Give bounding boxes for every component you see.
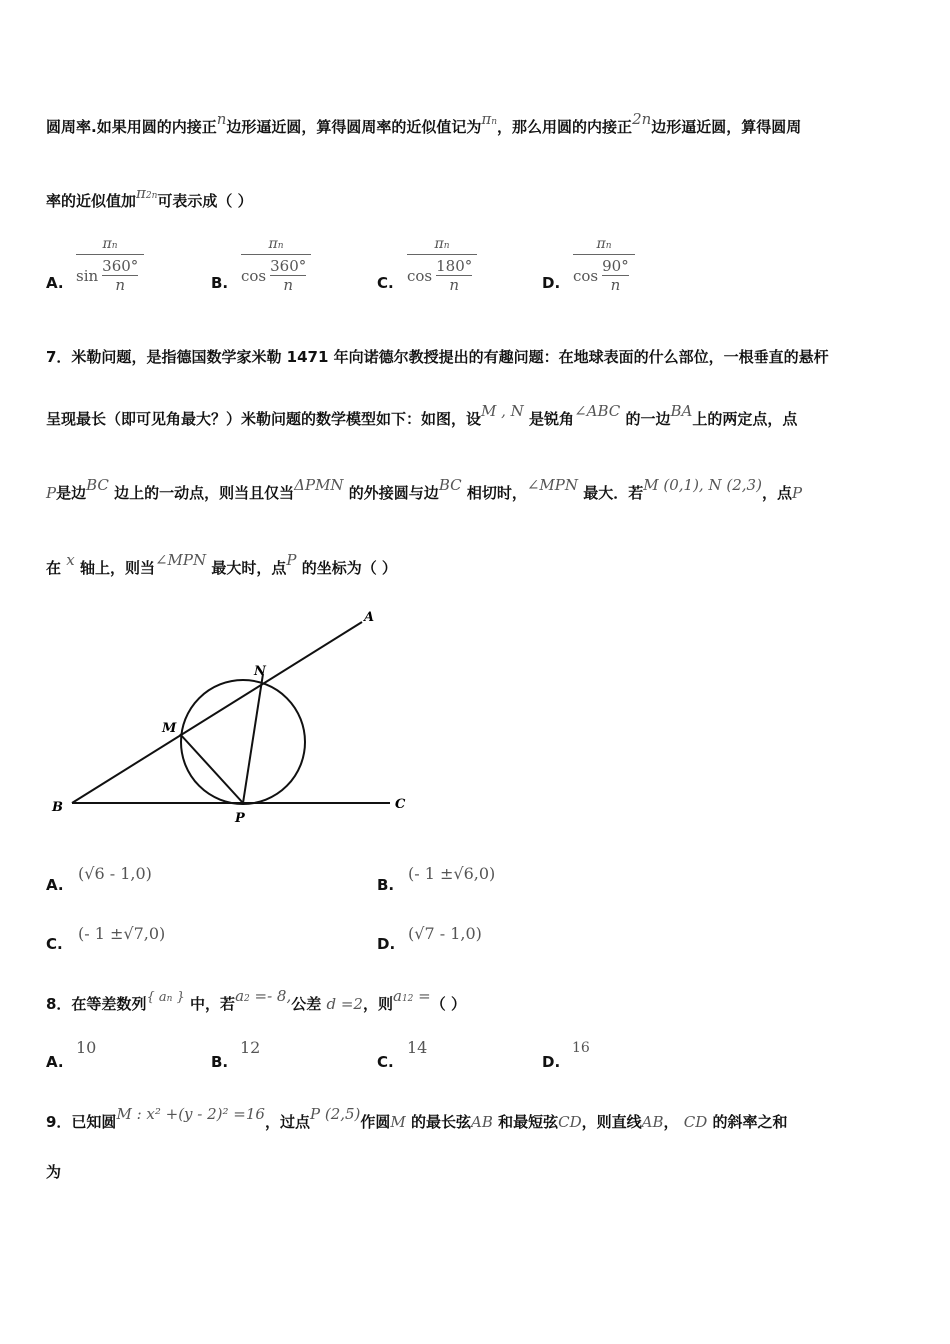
q6-option-c-label[interactable]: C. <box>377 274 394 292</box>
q8-option-c-label[interactable]: C. <box>377 1053 394 1071</box>
circumcircle <box>181 680 305 804</box>
q8-option-a-value: 10 <box>76 1038 97 1057</box>
q7-option-b-label[interactable]: B. <box>377 876 395 894</box>
label-p: P <box>235 811 245 826</box>
n-symbol: n <box>216 110 227 128</box>
q8-option-d-value: 16 <box>572 1040 590 1056</box>
q7-option-b-value: (- 1 ±√6,0) <box>408 864 496 883</box>
q6-option-b-label[interactable]: B. <box>211 274 229 292</box>
q6-option-d-label[interactable]: D. <box>542 274 561 292</box>
miller-figure <box>40 600 420 830</box>
segment-mp <box>180 734 243 803</box>
pi-2n-symbol: π2n <box>136 184 158 202</box>
label-a: A <box>364 610 375 625</box>
q7-option-d-value: (√7 - 1,0) <box>408 924 482 943</box>
label-m: M <box>162 721 177 736</box>
q7-option-a-label[interactable]: A. <box>46 876 64 894</box>
q7-line-1: 7．米勒问题，是指德国数学家米勒 1471 年向诺德尔教授提出的有趣问题：在地球表面的什么部位，一根垂直的悬杆 <box>46 348 829 366</box>
q9-line-2: 为 <box>46 1163 62 1181</box>
q7-line-4: 在 x 轴上，则当∠MPN 最大时，点P 的坐标为（ ） <box>46 551 397 577</box>
q6-option-c-formula: πn cos 180° n <box>407 236 477 294</box>
q6-option-d-formula: πn cos 90° n <box>573 236 635 294</box>
q8-option-c-value: 14 <box>407 1038 428 1057</box>
label-c: C <box>395 797 406 812</box>
q6-option-a-formula: πn sin 360° n <box>76 236 144 294</box>
q9-line-1: 9．已知圆M : x² +(y - 2)² =16，过点P (2,5)作圆M 的最长弦AB 和最短弦CD，则直线AB， CD 的斜率之和 <box>46 1105 788 1131</box>
q8-option-b-label[interactable]: B. <box>211 1053 229 1071</box>
q7-option-c-value: (- 1 ±√7,0) <box>78 924 166 943</box>
q8-line: 8．在等差数列{ an } 中，若a2 =- 8,公差 d =2，则a12 =（ ） <box>46 987 466 1013</box>
pi-n-symbol: πn <box>481 110 498 128</box>
q7-option-d-label[interactable]: D. <box>377 935 396 953</box>
2n-symbol: 2n <box>632 110 652 128</box>
q7-line-3: P是边BC 边上的一动点，则当且仅当ΔPMN 的外接圆与边BC 相切时，∠MPN 最大．若M (0,1), N (2,3)，点P <box>46 476 803 502</box>
q8-option-d-label[interactable]: D. <box>542 1053 561 1071</box>
label-n: N <box>254 664 266 679</box>
q6-option-b-formula: πn cos 360° n <box>241 236 311 294</box>
q7-option-a-value: (√6 - 1,0) <box>78 864 152 883</box>
q7-line-2: 呈现最长（即可见角最大？）米勒问题的数学模型如下：如图，设M , N 是锐角∠ABC 的一边BA上的两定点，点 <box>46 402 798 428</box>
q8-option-b-value: 12 <box>240 1038 261 1057</box>
q6-line-2: 率的近似值加π2n可表示成（ ） <box>46 184 253 210</box>
q6-option-a-label[interactable]: A. <box>46 274 64 292</box>
q7-option-c-label[interactable]: C. <box>46 935 63 953</box>
q6-line-1: 圆周率.如果用圆的内接正n边形逼近圆，算得圆周率的近似值记为πn，那么用圆的内接正2n边形逼近圆，算得圆周 <box>46 110 802 136</box>
q8-option-a-label[interactable]: A. <box>46 1053 64 1071</box>
label-b: B <box>52 800 63 815</box>
